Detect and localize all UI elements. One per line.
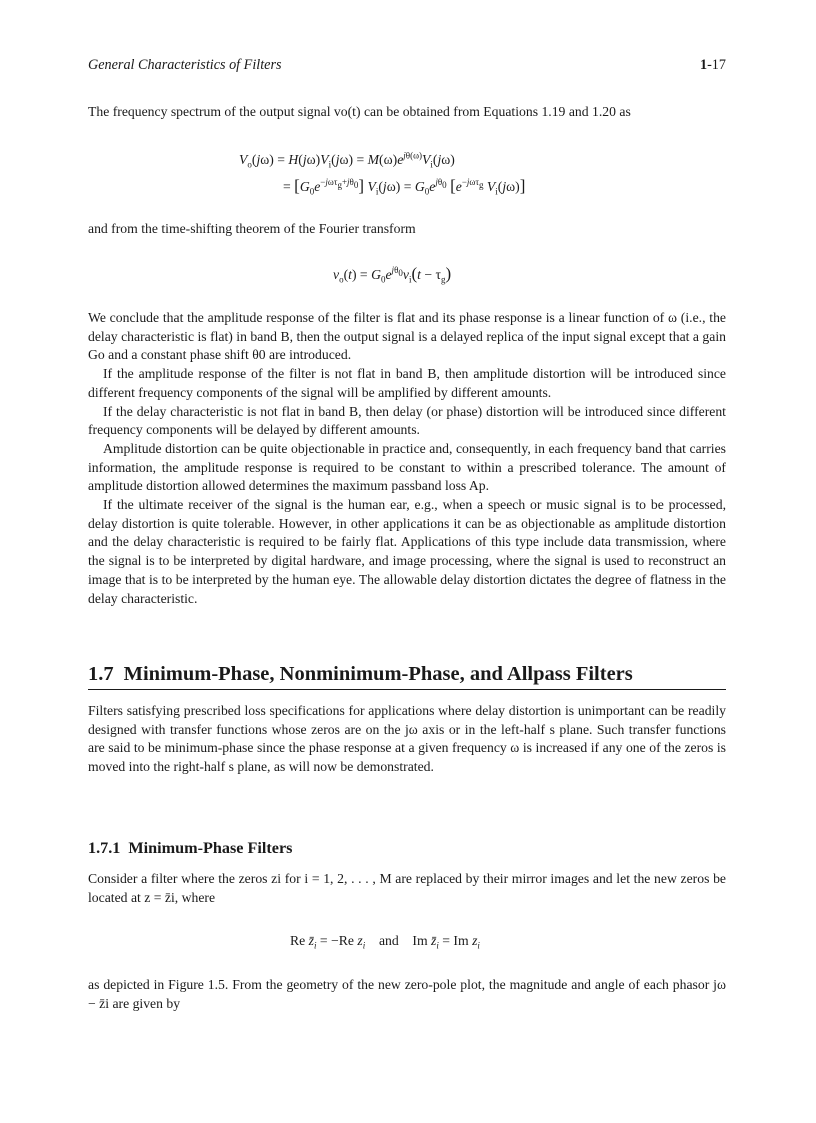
paragraph-time-shifting: and from the time-shifting theorem of the Fourier transform xyxy=(88,221,416,236)
subsection-title: Minimum-Phase Filters xyxy=(128,839,293,857)
equation-output-spectrum-line2: = $[G_0e^{-j\omega\tau_g+j\theta_0}] V_i(j\omega) = G_0e^{j\theta_0}$ [$e^{-j\omega\tau_g}$ $V_i(j\omega)$] xyxy=(283,176,526,197)
paragraph-section-intro: Filters satisfying prescribed loss specifications for applications where delay distortion is unimportant can be readily designed with transfer functions whose zeros are on the jω axis or in the left-half s plane. Such transfer functions are said to be minimum-phase since the phase response at a given frequency ω is increased if any one of the zeros is moved into the right-half s plane, as will now be demonstrated. xyxy=(88,703,726,775)
subsection-heading xyxy=(88,839,292,858)
paragraph-mirror-zeros: Consider a filter where the zeros zi for i = 1, 2, . . . , M are replaced by their mirror images and let the new zeros be located at z = z̄i, where xyxy=(88,871,726,905)
paragraph-human-ear: If the ultimate receiver of the signal is the human ear, e.g., when a speech or music signal is to be processed, delay distortion is quite tolerable. However, in other applications it can be as objectionable as amplitude distortion and the delay characteristic is required to be fairly flat. Applications of this type include data transmission, where the signal is to be interpreted by digital hardware, and image processing, where the signal is used to reconstruct an image that is to be interpreted by the human eye. The allowable delay distortion dictates the degree of flatness in the delay characteristic. xyxy=(88,497,726,606)
section-heading xyxy=(88,663,726,690)
paragraph-intro: The frequency spectrum of the output signal vo(t) can be obtained from Equations 1.19 and 1.20 as xyxy=(88,104,631,119)
section-title: Minimum-Phase, Nonminimum-Phase, and Allpass Filters xyxy=(123,663,633,685)
equation-output-spectrum-line1: $V_o(j\omega) = H(j\omega)V_i(j\omega) = M(\omega)e^{j\theta(\omega)}V_i(j\omega)$ xyxy=(239,150,455,170)
running-head xyxy=(88,57,726,77)
body-paragraphs xyxy=(88,309,726,608)
running-title: General Characteristics of Filters xyxy=(88,57,282,73)
subsection-number: 1.7.1 xyxy=(88,839,121,857)
section-number: 1.7 xyxy=(88,663,114,685)
paragraph-figure-reference: as depicted in Figure 1.5. From the geometry of the new zero-pole plot, the magnitude and angle of each phasor jω − z̄i are given by xyxy=(88,977,726,1011)
equation-mirror-image: Re $z̄_i = -Re$ $z_i$ and Im $z̄_i = Im$ $z_i$ xyxy=(290,933,480,951)
page-suffix: -17 xyxy=(707,57,726,73)
paragraph-objectionable: Amplitude distortion can be quite objectionable in practice and, consequently, in each frequency band that carries information, the amplitude response is required to be constant to within a prescribed tolerance. The amount of amplitude distortion allowed determines the maximum passband loss Ap. xyxy=(88,440,726,494)
page-chapter: 1 xyxy=(699,57,708,73)
page-number xyxy=(700,57,726,74)
paragraph-conclusion: We conclude that the amplitude response of the filter is flat and its phase response is a linear function of ω (i.e., the delay characteristic is flat) in band B, then the output signal is a delayed replica of the input signal except that a gain Go and a constant phase shift θ0 are introduced. xyxy=(88,310,726,363)
paragraph-amplitude-distortion: If the amplitude response of the filter is not flat in band B, then amplitude distortion will be introduced since different frequency components of the signal will be amplified by different amounts. xyxy=(88,366,726,400)
paragraph-delay-distortion: If the delay characteristic is not flat in band B, then delay (or phase) distortion will be introduced since different frequency components will be delayed by different amounts. xyxy=(88,403,726,438)
equation-time-shift: $v_o(t) = G_0e^{j\theta_0}v_i(t - \tau_g)$ xyxy=(333,264,452,285)
